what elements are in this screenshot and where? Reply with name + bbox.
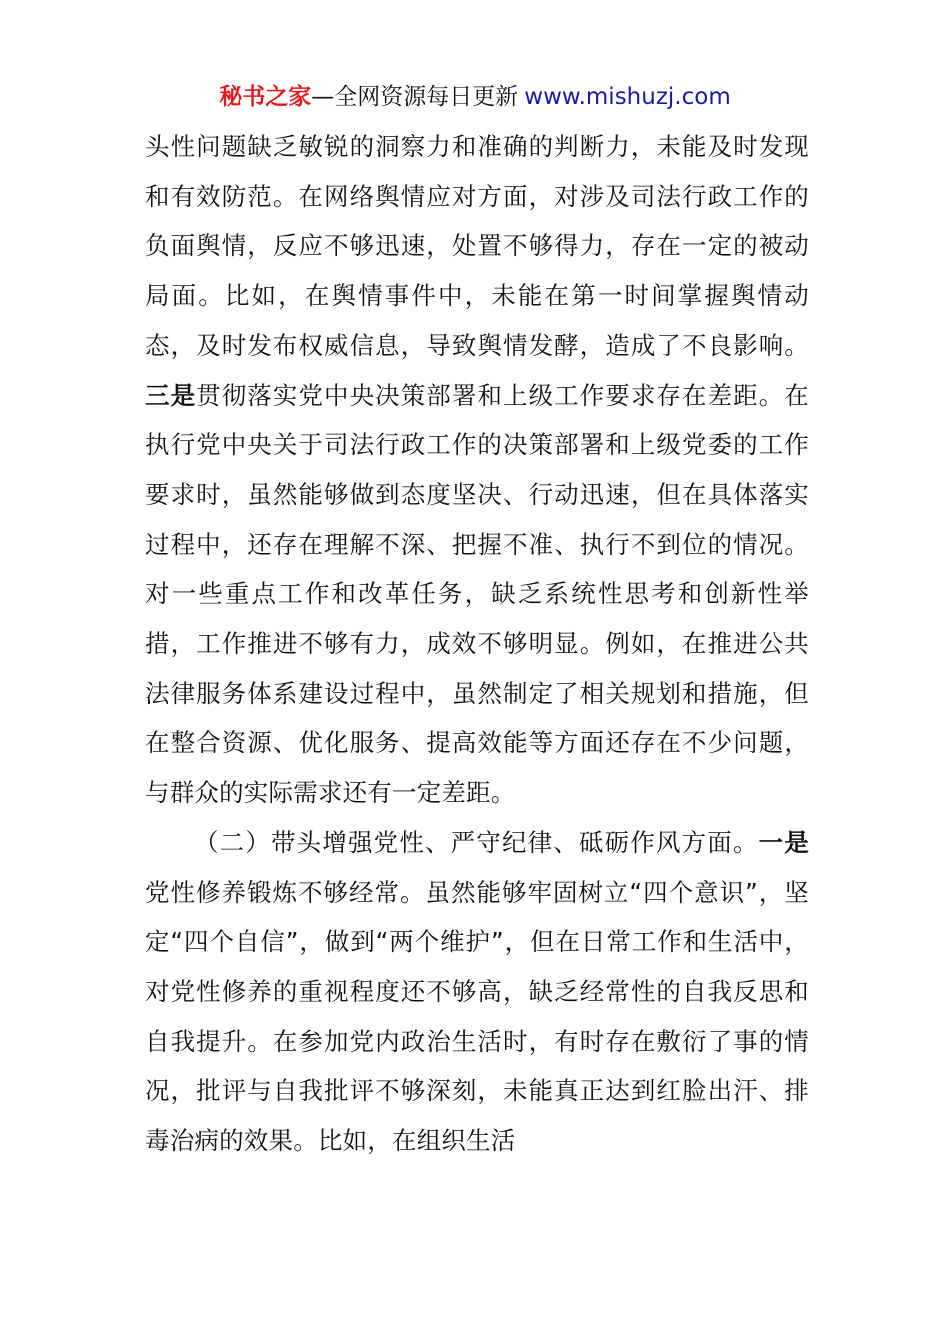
header-tagline: —全网资源每日更新 (311, 84, 519, 110)
brand-name: 秘书之家 (219, 84, 312, 110)
paragraph-text: 党性修养锻炼不够经常。虽然能够牢固树立“四个意识”，坚定“四个自信”，做到“两个维护”，但在日常工作和生活中，对党性修养的重视程度还不够高，缺乏经常性的自我反思和自我提升。在参加党内政治生活时，有时存在敷衍了事的情况，批评与自我批评不够深刻，未能真正达到红脸出汗、排毒治病的效果。比如，在组织生活 (145, 877, 809, 1156)
section-heading: （二）带头增强党性、严守纪律、砥砺作风方面。 (194, 827, 759, 857)
paragraph-continuation (145, 122, 809, 818)
paragraph-text: 头性问题缺乏敏锐的洞察力和准确的判断力，未能及时发现和有效防范。在网络舆情应对方面，对涉及司法行政工作的负面舆情，反应不够迅速，处置不够得力，存在一定的被动局面。比如，在舆情事件中，未能在第一时间掌握舆情动态，及时发布权威信息，导致舆情发酵，造成了不良影响。 (145, 132, 809, 360)
paragraph-bold-lead: 一是 (758, 827, 809, 857)
paragraph-section-two (145, 818, 809, 1166)
page-header (0, 80, 950, 114)
paragraph-text: 贯彻落实党中央决策部署和上级工作要求存在差距。在执行党中央关于司法行政工作的决策部署和上级党委的工作要求时，虽然能够做到态度坚决、行动迅速，但在具体落实过程中，还存在理解不深、把握不准、执行不到位的情况。对一些重点工作和改革任务，缺乏系统性思考和创新性举措，工作推进不够有力，成效不够明显。例如，在推进公共法律服务体系建设过程中，虽然制定了相关规划和措施，但在整合资源、优化服务、提高效能等方面还存在不少问题，与群众的实际需求还有一定差距。 (145, 380, 809, 808)
document-body (145, 122, 809, 1166)
site-url-link[interactable]: www.mishuzj.com (524, 84, 731, 110)
paragraph-bold-lead: 三是 (145, 380, 197, 410)
